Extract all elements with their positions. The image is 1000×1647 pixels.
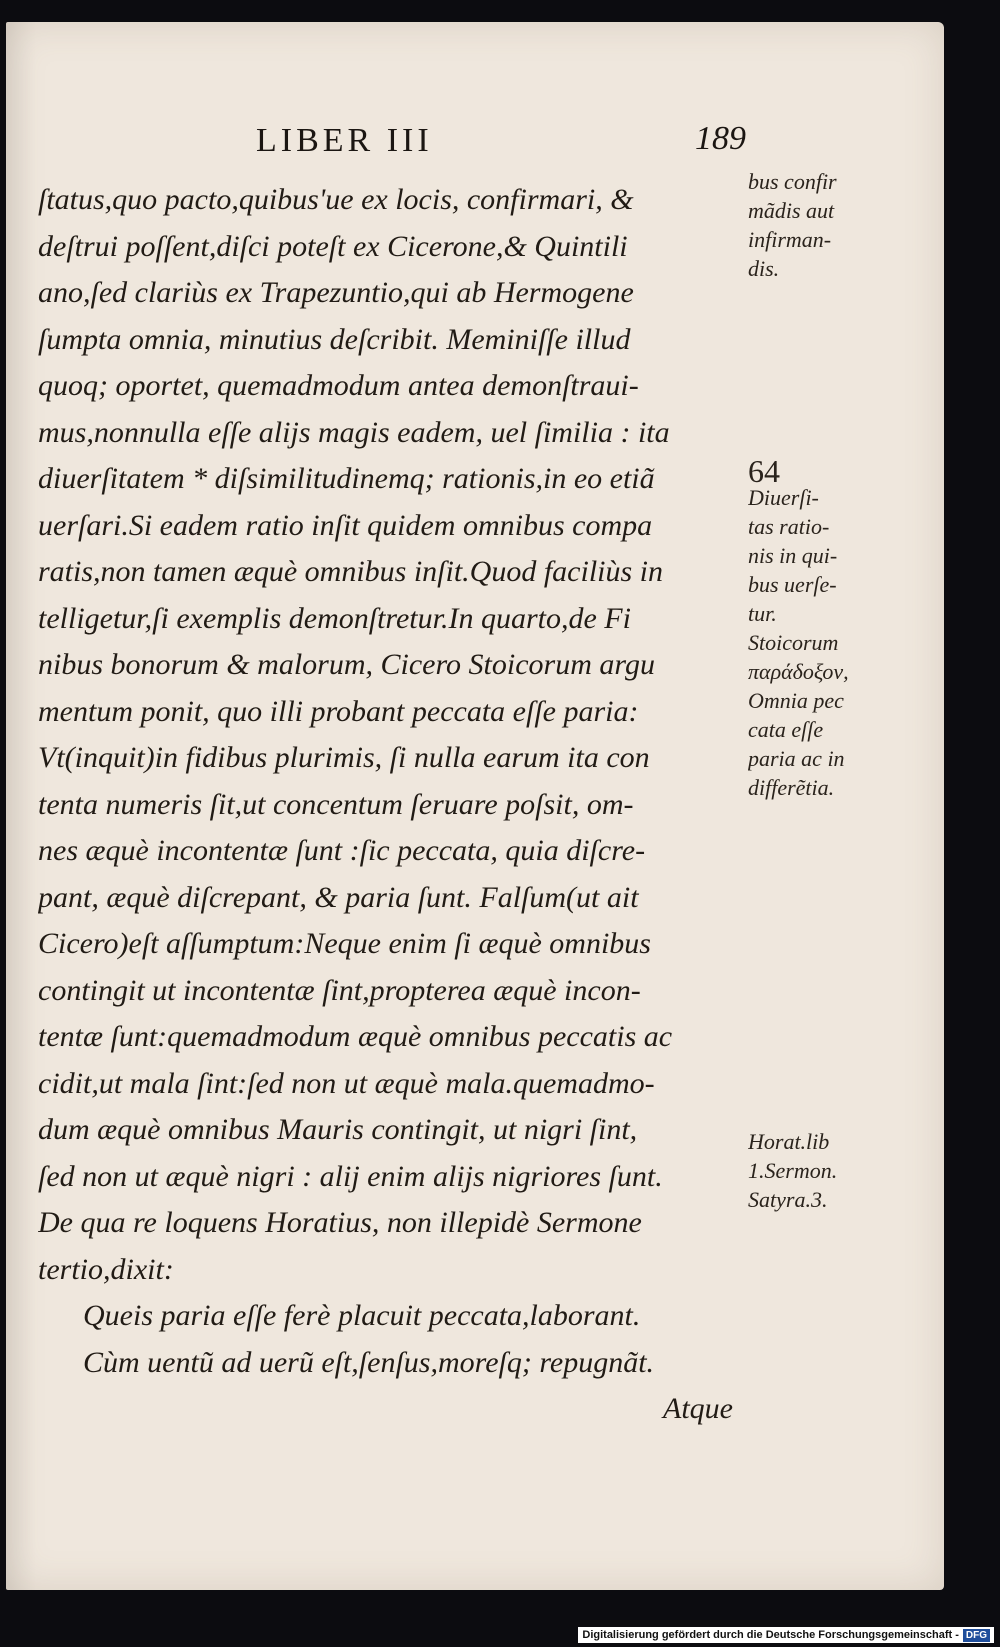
text-line: uerſari.Si eadem ratio inſit quidem omnibus compa xyxy=(38,508,653,542)
dfg-logo: DFG xyxy=(963,1629,990,1642)
text-line: nibus bonorum & malorum, Cicero Stoicorum argu xyxy=(38,648,655,681)
margin-line: paria ac in xyxy=(748,746,845,771)
text-line: deſtrui poſſent,diſci poteſt ex Cicerone,& Quintili xyxy=(38,229,628,263)
text-line: mentum ponit, quo illi probant peccata eſſe paria: xyxy=(38,694,639,728)
margin-line: 1.Sermon. xyxy=(748,1158,838,1183)
text-line: mus,nonnulla eſſe aliјs magis eadem, uel ſimilia : ita xyxy=(38,415,670,449)
margin-note-confirmandis xyxy=(748,167,898,283)
text-line: ſed non ut æquè nigri : aliј enim aliјs nigriores ſunt. xyxy=(38,1159,663,1193)
funding-footer xyxy=(578,1627,994,1643)
text-line: Vt(inquit)in fidibus plurimis, ſi nulla earum ita con xyxy=(38,741,650,774)
margin-line: Satyra.3. xyxy=(748,1187,828,1212)
text-line: pant, æquè diſcrepant, & paria ſunt. Falſum(ut ait xyxy=(38,880,639,914)
text-line: tentæ ſunt:quemadmodum æquè omnibus peccatis ac xyxy=(38,1020,673,1053)
margin-line: tur. xyxy=(748,601,777,626)
margin-line: Stoicorum xyxy=(748,630,839,655)
margin-line: infirman- xyxy=(748,227,832,252)
margin-line: bus confir xyxy=(748,169,837,194)
text-line: tertio,dixit: xyxy=(38,1252,174,1286)
text-line: contingit ut incontentæ ſint,propterea æquè incon- xyxy=(38,973,641,1007)
spine-shadow xyxy=(6,22,36,1590)
text-line: Cicero)eſt aſſumptum:Neque enim ſi æquè omnibus xyxy=(38,927,651,960)
text-line: De qua re loquens Horatius, non illepidè Sermone xyxy=(38,1206,642,1239)
text-line: diuerſitatem * diſsimilitudinemq; rationis,in eo etiã xyxy=(38,462,655,495)
margin-note-diversitas xyxy=(748,454,898,802)
folio-number: 189 xyxy=(695,120,746,157)
margin-line: mãdis aut xyxy=(748,198,835,223)
margin-line: Diuerſi- xyxy=(748,485,819,510)
margin-line: nis in qui- xyxy=(748,543,838,568)
text-line: tenta numeris ſit,ut concentum ſeruare poſsit, om- xyxy=(38,787,634,821)
text-line: dum æquè omnibus Mauris contingit, ut nigri ſint, xyxy=(38,1113,638,1146)
text-line: ratis,non tamen æquè omnibus inſit.Quod faciliùs in xyxy=(38,555,664,588)
margin-line: dis. xyxy=(748,256,780,281)
margin-line: cata eſſe xyxy=(748,717,824,742)
margin-note-horatius xyxy=(748,1127,898,1214)
text-line: telligetur,ſi exemplis demonſtretur.In quarto,de Fi xyxy=(38,601,631,635)
text-line: ano,ſed clariùs ex Trapezuntio,qui ab Hermogene xyxy=(38,276,634,309)
text-line: quoq; oportet, quemadmodum antea demonſtraui- xyxy=(38,369,639,402)
text-line: ſtatus,quo pacto,quibus'ue ex locis, confirmari, & xyxy=(38,183,634,216)
footer-text: Digitalisierung gefördert durch die Deutsche Forschungsgemeinschaft - xyxy=(582,1629,959,1641)
text-line: ſumpta omnia, minutius deſcribit. Meminiſſe illud xyxy=(38,322,631,356)
margin-line: Horat.lib xyxy=(748,1129,830,1154)
running-title: LIBER III xyxy=(256,122,433,159)
margin-line: differẽtia. xyxy=(748,775,835,800)
margin-line: Omnia pec xyxy=(748,688,844,713)
main-text-block xyxy=(38,177,743,1433)
text-line: nes æquè incontentæ ſunt :ſic peccata, quia diſcre- xyxy=(38,834,646,867)
margin-line: παράδοξον, xyxy=(748,659,849,684)
margin-line: tas ratio- xyxy=(748,514,830,539)
text-line: cidit,ut mala ſint:ſed non ut æquè mala.quemadmo- xyxy=(38,1066,655,1100)
book-page xyxy=(6,22,944,1590)
margin-line: bus uerſe- xyxy=(748,572,837,597)
verse-line: Queis paria eſſe ferè placuit peccata,laborant. xyxy=(83,1299,641,1332)
running-head xyxy=(256,112,746,172)
margin-section-number: 64 xyxy=(748,454,780,483)
catchword: Atque xyxy=(663,1392,733,1425)
verse-line: Cùm uentũ ad uerũ eſt,ſenſus,moreſq; repugnãt. xyxy=(83,1345,655,1379)
